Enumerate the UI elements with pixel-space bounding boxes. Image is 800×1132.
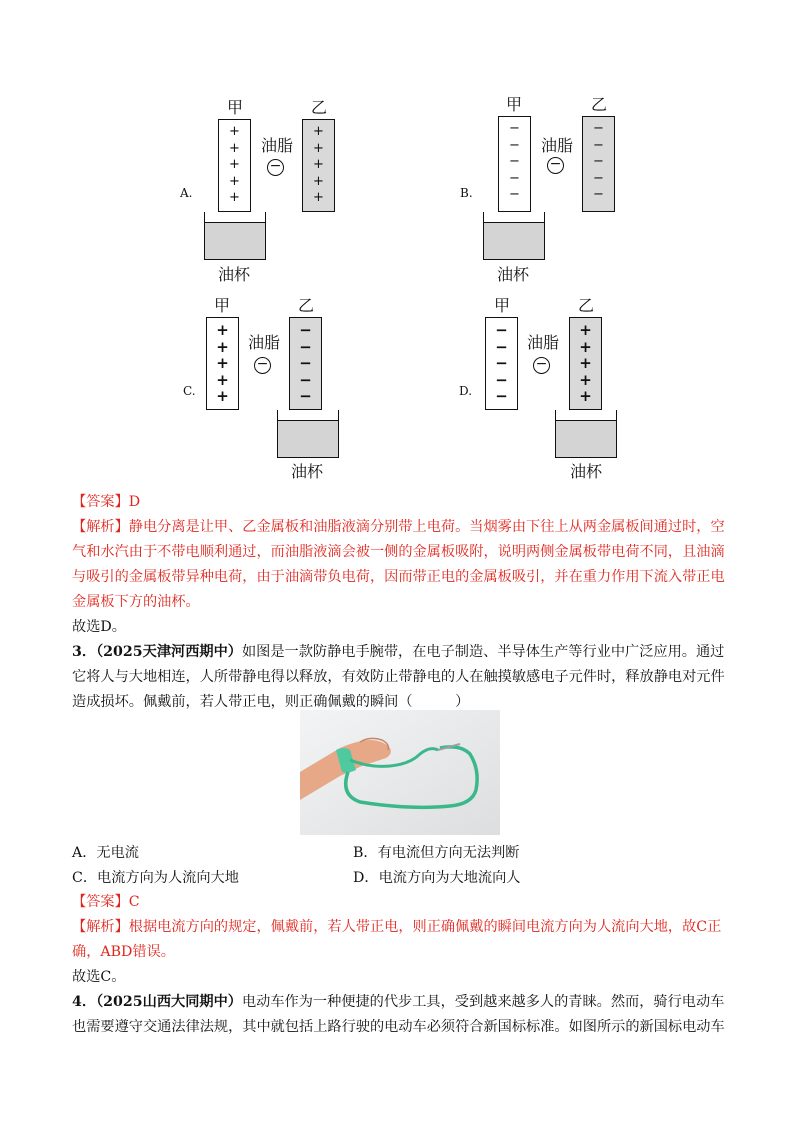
oil-cup — [483, 212, 545, 260]
answer-value: D — [128, 494, 141, 510]
charge-sign: − — [509, 187, 520, 202]
charge-sign: + — [216, 337, 229, 356]
charge-sign: − — [495, 387, 508, 405]
q2-conclusion: 故选D。 — [72, 619, 126, 635]
wrist-strap-photo — [300, 710, 500, 835]
analysis-line: 根据电流方向的规定，佩戴前，若人带正电，则正确佩戴的瞬间电流方向为人流向大地，故C正 — [128, 919, 722, 935]
charge-sign: + — [229, 124, 240, 139]
charge-sign: + — [313, 173, 324, 189]
charge-sign: + — [313, 124, 324, 139]
oil-cup-label: 油杯 — [569, 462, 602, 481]
charge-sign: − — [593, 154, 604, 169]
question-source: （2025山西大同期中） — [96, 994, 242, 1010]
charge-sign: − — [593, 187, 604, 202]
oil-droplet-icon: − — [533, 357, 550, 374]
metal-plate-jia — [218, 119, 251, 212]
answer-value: C — [128, 894, 140, 910]
analysis-line: 与吸引的金属板带异种电荷，由于油滴带负电荷，因而带正电的金属板吸引，并在重力作用下流入带正电 — [72, 569, 725, 585]
q3-answer — [72, 890, 728, 915]
oil-cup — [277, 410, 339, 458]
oil-droplet-icon: − — [254, 357, 271, 374]
answer-tag: 【答案】 — [72, 494, 129, 510]
q4-stem — [72, 990, 728, 1040]
analysis-line: 静电分离是让甲、乙金属板和油脂液滴分别带上电荷。当烟雾由下往上从两金属板间通过时，空 — [128, 519, 725, 535]
charge-sign: − — [495, 337, 508, 356]
oil-droplet-icon: − — [267, 159, 284, 176]
analysis-line: 金属板下方的油杯。 — [72, 594, 200, 610]
charge-sign: − — [593, 170, 604, 186]
charge-sign: + — [229, 173, 240, 189]
charge-sign: − — [495, 370, 508, 389]
question-source: （2025天津河西期中） — [96, 644, 242, 660]
plate-label-jia: 甲 — [213, 296, 230, 315]
charge-sign: − — [509, 170, 520, 186]
figure-letter: A. — [180, 186, 193, 200]
charge-sign: − — [509, 121, 520, 136]
analysis-line: 确，ABD错误。 — [72, 944, 175, 960]
metal-plate-jia — [206, 317, 239, 410]
metal-plate-jia — [498, 116, 531, 212]
charge-sign: + — [313, 157, 324, 172]
option-a[interactable]: A．无电流 — [72, 845, 139, 861]
charge-sign: − — [593, 137, 604, 153]
question-number: 4． — [72, 994, 97, 1010]
figure-letter: B. — [460, 186, 473, 200]
plate-label-jia: 甲 — [226, 98, 243, 117]
stem-line: 电动车作为一种便捷的代步工具，受到越来越多人的青睐。然而，骑行电动车 — [241, 994, 725, 1010]
oil-cup-liquid — [556, 420, 616, 457]
plate-label-yi: 乙 — [590, 95, 607, 114]
option-c[interactable]: C．电流方向为人流向大地 — [72, 870, 239, 886]
oil-droplet-label: 油脂 — [526, 333, 559, 352]
oil-cup — [555, 410, 617, 458]
oil-cup — [204, 212, 266, 260]
plate-label-jia: 甲 — [493, 296, 510, 315]
charge-sign: + — [313, 190, 324, 205]
oil-cup-liquid — [278, 420, 338, 457]
metal-plate-yi — [582, 116, 615, 212]
stem-line: 也需要遵守交通法律法规，其中就包括上路行驶的电动车必须符合新国标标准。如图所示的新国标电动车 — [72, 1019, 725, 1035]
charge-sign: − — [299, 354, 312, 372]
oil-cup-label: 油杯 — [290, 462, 323, 481]
q2-analysis — [72, 515, 728, 615]
charge-sign: − — [509, 137, 520, 153]
answer-tag: 【答案】 — [72, 894, 129, 910]
charge-sign: + — [216, 354, 229, 372]
oil-droplet-label: 油脂 — [540, 136, 573, 155]
analysis-tag: 【解析】 — [72, 919, 129, 935]
stem-line: 如图是一款防静电手腕带，在电子制造、半导体生产等行业中广泛应用。通过 — [241, 644, 725, 660]
figure-letter: D. — [459, 384, 473, 398]
charge-sign: − — [593, 121, 604, 136]
figure-letter: C. — [183, 384, 196, 398]
oil-cup-liquid — [205, 222, 265, 259]
oil-droplet-label: 油脂 — [260, 136, 293, 155]
analysis-tag: 【解析】 — [72, 519, 129, 535]
plate-label-jia: 甲 — [505, 95, 522, 114]
charge-sign: − — [299, 370, 312, 389]
charge-sign: + — [579, 354, 592, 372]
option-b[interactable]: B．有电流但方向无法判断 — [353, 845, 520, 861]
plate-label-yi: 乙 — [577, 296, 594, 315]
charge-sign: − — [495, 354, 508, 372]
question-number: 3． — [72, 644, 97, 660]
oil-cup-liquid — [484, 222, 544, 259]
stem-line: 造成损坏。佩戴前，若人带正电，则正确佩戴的瞬间（ ） — [72, 694, 470, 710]
charge-sign: + — [579, 387, 592, 405]
q3-stem — [72, 640, 728, 715]
stem-line: 它将人与大地相连，人所带静电得以释放，有效防止带静电的人在触摸敏感电子元件时，释放静电对元件 — [72, 669, 725, 685]
wrist-strap-illustration — [300, 710, 500, 835]
metal-plate-yi — [289, 317, 322, 410]
analysis-line: 气和水汽由于不带电顺利通过，而油脂液滴会被一侧的金属板吸附，说明两侧金属板带电荷不同，且油滴 — [72, 544, 725, 560]
option-d[interactable]: D．电流方向为大地流向人 — [353, 870, 521, 886]
metal-plate-yi — [302, 119, 335, 212]
q3-analysis — [72, 915, 728, 965]
charge-sign: − — [495, 321, 508, 339]
charge-sign: + — [216, 387, 229, 405]
oil-droplet-icon: − — [547, 157, 564, 174]
charge-sign: + — [229, 140, 240, 156]
charge-sign: + — [216, 321, 229, 339]
plate-label-yi: 乙 — [297, 296, 314, 315]
oil-cup-label: 油杯 — [496, 265, 529, 284]
charge-sign: − — [299, 387, 312, 405]
charge-sign: + — [579, 370, 592, 389]
charge-sign: − — [299, 337, 312, 356]
charge-sign: − — [509, 154, 520, 169]
charge-sign: + — [216, 370, 229, 389]
oil-cup-label: 油杯 — [217, 265, 250, 284]
charge-sign: + — [579, 337, 592, 356]
metal-plate-yi — [569, 317, 602, 410]
charge-sign: + — [229, 157, 240, 172]
q3-conclusion: 故选C。 — [72, 969, 126, 985]
charge-sign: + — [229, 190, 240, 205]
q2-answer — [72, 490, 728, 515]
metal-plate-jia — [485, 317, 518, 410]
charge-sign: + — [579, 321, 592, 339]
oil-droplet-label: 油脂 — [247, 333, 280, 352]
charge-sign: − — [299, 321, 312, 339]
charge-sign: + — [313, 140, 324, 156]
plate-label-yi: 乙 — [310, 98, 327, 117]
